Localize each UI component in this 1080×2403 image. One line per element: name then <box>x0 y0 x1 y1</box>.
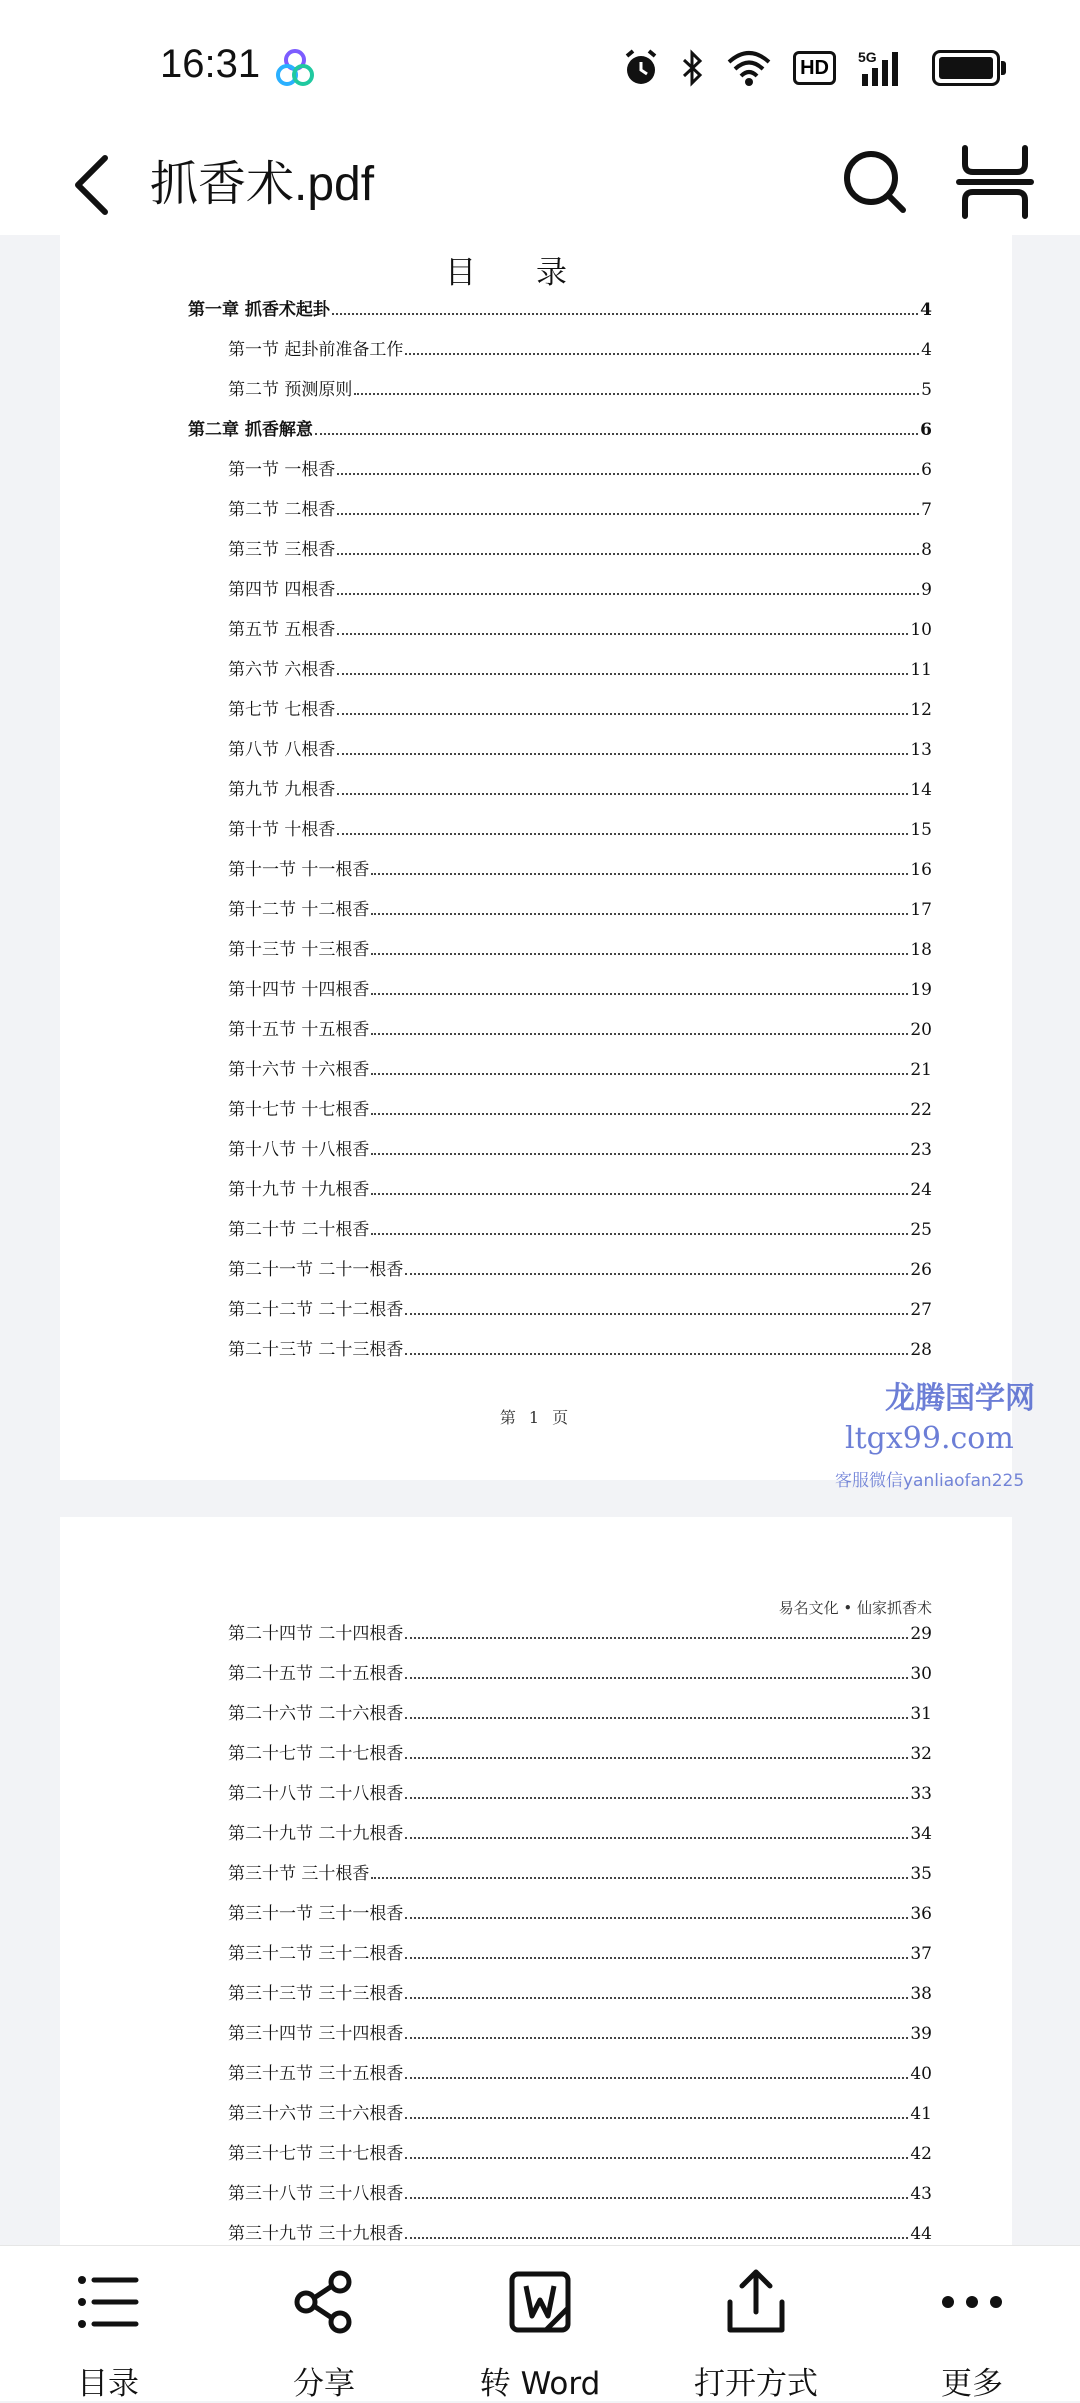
toc-entry-label: 第二十三节 二十三根香 <box>228 1340 404 1360</box>
toc-section-entry[interactable] <box>228 1694 932 1724</box>
toc-entry-label: 第八节 八根香 <box>228 740 336 760</box>
toc-section-entry[interactable] <box>228 1974 932 2004</box>
toc-entry-page: 8 <box>921 540 932 560</box>
toc-entry-label: 第二十一节 二十一根香 <box>228 1260 404 1280</box>
toc-entry-label: 第十八节 十八根香 <box>228 1140 370 1160</box>
toc-entry-label: 第一节 一根香 <box>228 460 336 480</box>
toc-section-entry[interactable] <box>228 570 932 600</box>
toc-entry-page: 4 <box>921 340 932 360</box>
toc-entry-page: 12 <box>910 700 932 720</box>
toc-chapter-entry[interactable] <box>188 410 932 440</box>
toc-leader-dots <box>371 1113 908 1115</box>
toc-leader-dots <box>405 1637 908 1639</box>
toc-entry-page: 34 <box>910 1824 932 1844</box>
toc-leader-dots <box>315 433 918 435</box>
status-icons <box>623 48 1000 88</box>
scan-icon[interactable] <box>955 142 1035 222</box>
toc-section-entry[interactable] <box>228 810 932 840</box>
toc-entry-page: 39 <box>910 2024 932 2044</box>
toc-entry-page: 33 <box>910 1784 932 1804</box>
toc-entry-label: 第二十八节 二十八根香 <box>228 1784 404 1804</box>
toc-entry-page: 14 <box>910 780 932 800</box>
toc-entry-page: 35 <box>910 1864 932 1884</box>
toc-chapter-entry[interactable] <box>188 290 932 320</box>
toc-section-entry[interactable] <box>228 1814 932 1844</box>
page-running-header: 易名文化 • 仙家抓香术 <box>778 1599 932 1617</box>
toc-entry-page: 44 <box>910 2224 932 2244</box>
toc-section-entry[interactable] <box>228 490 932 520</box>
toc-leader-dots <box>405 2117 908 2119</box>
toc-leader-dots <box>405 1677 908 1679</box>
toc-leader-dots <box>371 1877 908 1879</box>
toc-entry-page: 28 <box>910 1340 932 1360</box>
hd-badge: HD <box>793 48 836 88</box>
toc-section-entry[interactable] <box>228 2214 932 2244</box>
toc-entry-page: 11 <box>910 660 932 680</box>
toc-entry-page: 7 <box>921 500 932 520</box>
toc-section-entry[interactable] <box>228 1654 932 1684</box>
toc-section-entry[interactable] <box>228 1330 932 1360</box>
toc-entry-page: 27 <box>910 1300 932 1320</box>
toc-section-entry[interactable] <box>228 1090 932 1120</box>
toc-entry-label: 第十六节 十六根香 <box>228 1060 370 1080</box>
toc-leader-dots <box>354 393 919 395</box>
pdf-viewer[interactable] <box>0 235 1080 2245</box>
toc-entry-label: 第六节 六根香 <box>228 660 336 680</box>
toc-section-entry[interactable] <box>228 1050 932 1080</box>
share-icon <box>290 2268 358 2336</box>
toc-section-entry[interactable] <box>228 1854 932 1884</box>
toc-section-entry[interactable] <box>228 690 932 720</box>
svg-text:5G: 5G <box>858 49 877 65</box>
toc-entry-page: 9 <box>921 580 932 600</box>
toc-section-entry[interactable] <box>228 610 932 640</box>
toc-leader-dots <box>371 1033 908 1035</box>
watermark-site-name: 龙腾国学网 <box>885 1381 1035 1416</box>
toc-entry-page: 22 <box>910 1100 932 1120</box>
toc-entry-page: 25 <box>910 1220 932 1240</box>
toc-entry-label: 第十二节 十二根香 <box>228 900 370 920</box>
alarm-icon <box>623 48 659 88</box>
toc-leader-dots <box>405 1757 908 1759</box>
list-icon <box>74 2268 142 2336</box>
toc-entry-page: 41 <box>910 2104 932 2124</box>
watermark-url: ltgx99.com <box>845 1421 1014 1456</box>
toc-leader-dots <box>371 1073 908 1075</box>
toc-leader-dots <box>371 1233 908 1235</box>
toc-entry-page: 36 <box>910 1904 932 1924</box>
toc-entry-label: 第三十八节 三十八根香 <box>228 2184 404 2204</box>
page-number-footer: 第 1 页 <box>499 1408 573 1427</box>
toc-section-entry[interactable] <box>228 850 932 880</box>
toc-entry-page: 5 <box>921 380 932 400</box>
toc-entry-label: 第九节 九根香 <box>228 780 336 800</box>
toc-leader-dots <box>332 313 918 315</box>
toc-leader-dots <box>405 1997 908 1999</box>
document-title: 抓香术.pdf <box>150 158 375 211</box>
toc-entry-label: 第十一节 十一根香 <box>228 860 370 880</box>
toc-section-entry[interactable] <box>228 2014 932 2044</box>
status-time: 16:31 <box>160 42 261 86</box>
more-button-label: 更多 <box>941 2366 1003 2402</box>
toc-leader-dots <box>405 1917 908 1919</box>
toc-entry-label: 第二十二节 二十二根香 <box>228 1300 404 1320</box>
toc-entry-label: 第七节 七根香 <box>228 700 336 720</box>
toc-leader-dots <box>337 833 908 835</box>
pdf-page-1 <box>60 235 1012 1480</box>
convert-to-word-label: 转 Word <box>479 2366 601 2402</box>
toc-entry-label: 第三节 三根香 <box>228 540 336 560</box>
toc-entry-label: 第二十六节 二十六根香 <box>228 1704 404 1724</box>
app-header <box>0 130 1080 235</box>
toc-leader-dots <box>405 2037 908 2039</box>
toc-leader-dots <box>405 2077 908 2079</box>
toc-leader-dots <box>405 2157 908 2159</box>
toc-section-entry[interactable] <box>228 1210 932 1240</box>
toc-section-entry[interactable] <box>228 770 932 800</box>
toc-section-entry[interactable] <box>228 730 932 760</box>
share-button[interactable] <box>216 2246 432 2401</box>
toc-section-entry[interactable] <box>228 370 932 400</box>
toc-entry-page: 19 <box>910 980 932 1000</box>
toc-entry-label: 第十七节 十七根香 <box>228 1100 370 1120</box>
toc-button-label: 目录 <box>77 2366 139 2402</box>
toc-entry-label: 第十四节 十四根香 <box>228 980 370 1000</box>
toc-entry-label: 第三十五节 三十五根香 <box>228 2064 404 2084</box>
toc-section-entry[interactable] <box>228 890 932 920</box>
watermark-contact: 客服微信yanliaofan225 <box>835 1471 1025 1491</box>
toc-leader-dots <box>405 1797 908 1799</box>
toc-section-entry[interactable] <box>228 2174 932 2204</box>
toc-entry-label: 第十五节 十五根香 <box>228 1020 370 1040</box>
toc-leader-dots <box>405 353 919 355</box>
toc-section-entry[interactable] <box>228 930 932 960</box>
toc-section-entry[interactable] <box>228 2094 932 2124</box>
toc-entry-page: 37 <box>910 1944 932 1964</box>
toc-entry-page: 24 <box>910 1180 932 1200</box>
toc-leader-dots <box>405 2237 908 2239</box>
back-icon[interactable] <box>60 140 130 230</box>
toc-entry-page: 4 <box>920 300 932 320</box>
search-icon[interactable] <box>835 142 915 222</box>
toc-entry-label: 第五节 五根香 <box>228 620 336 640</box>
toc-entry-page: 10 <box>910 620 932 640</box>
app-notification-icon <box>275 48 315 88</box>
pdf-page-2 <box>60 1517 1012 2245</box>
toc-entry-label: 第三十一节 三十一根香 <box>228 1904 404 1924</box>
toc-entry-page: 15 <box>910 820 932 840</box>
toc-entry-page: 42 <box>910 2144 932 2164</box>
toc-entry-page: 6 <box>920 420 932 440</box>
bottom-toolbar <box>0 2245 1080 2401</box>
convert-to-word-button[interactable] <box>432 2246 648 2401</box>
toc-entry-page: 23 <box>910 1140 932 1160</box>
toc-leader-dots <box>371 993 908 995</box>
toc-entry-page: 17 <box>910 900 932 920</box>
toc-entry-page: 20 <box>910 1020 932 1040</box>
toc-leader-dots <box>337 633 908 635</box>
toc-section-entry[interactable] <box>228 1934 932 1964</box>
toc-leader-dots <box>371 873 908 875</box>
toc-entry-label: 第三十六节 三十六根香 <box>228 2104 404 2124</box>
toc-leader-dots <box>371 1153 908 1155</box>
watermark <box>835 1373 1075 1491</box>
wifi-icon <box>727 48 771 88</box>
toc-section-entry[interactable] <box>228 2054 932 2084</box>
toc-section-entry[interactable] <box>228 1130 932 1160</box>
toc-entry-label: 第四节 四根香 <box>228 580 336 600</box>
toc-entry-label: 第三十七节 三十七根香 <box>228 2144 404 2164</box>
open-with-button[interactable] <box>648 2246 864 2401</box>
toc-leader-dots <box>405 2197 908 2199</box>
toc-entry-page: 31 <box>910 1704 932 1724</box>
toc-leader-dots <box>405 1717 908 1719</box>
open-with-label: 打开方式 <box>694 2366 818 2402</box>
toc-entry-label: 第三十二节 三十二根香 <box>228 1944 404 1964</box>
toc-leader-dots <box>337 473 919 475</box>
toc-entry-label: 第三十节 三十根香 <box>228 1864 370 1884</box>
open-with-icon <box>722 2268 790 2336</box>
toc-leader-dots <box>405 1957 908 1959</box>
toc-leader-dots <box>371 953 908 955</box>
toc-entry-page: 30 <box>910 1664 932 1684</box>
more-button[interactable] <box>864 2246 1080 2401</box>
bluetooth-icon <box>681 48 705 88</box>
toc-section-entry[interactable] <box>228 1894 932 1924</box>
toc-leader-dots <box>405 1313 908 1315</box>
toc-entry-label: 第一章 抓香术起卦 <box>188 300 330 320</box>
toc-entry-label: 第二节 二根香 <box>228 500 336 520</box>
toc-section-entry[interactable] <box>228 650 932 680</box>
battery-icon <box>932 48 1000 88</box>
toc-entry-page: 21 <box>910 1060 932 1080</box>
toc-section-entry[interactable] <box>228 1774 932 1804</box>
toc-leader-dots <box>337 713 908 715</box>
toc-leader-dots <box>405 1353 908 1355</box>
toc-entry-page: 43 <box>910 2184 932 2204</box>
toc-leader-dots <box>337 593 919 595</box>
status-bar <box>0 0 1080 130</box>
toc-section-entry[interactable] <box>228 1614 932 1644</box>
toc-section-entry[interactable] <box>228 1170 932 1200</box>
toc-button[interactable] <box>0 2246 216 2401</box>
toc-entry-page: 13 <box>910 740 932 760</box>
toc-leader-dots <box>337 513 919 515</box>
toc-entry-page: 18 <box>910 940 932 960</box>
toc-title: 目录 <box>445 255 627 291</box>
toc-section-entry[interactable] <box>228 2134 932 2164</box>
toc-entry-label: 第三十四节 三十四根香 <box>228 2024 404 2044</box>
toc-entry-label: 第二十七节 二十七根香 <box>228 1744 404 1764</box>
toc-entry-page: 40 <box>910 2064 932 2084</box>
toc-section-entry[interactable] <box>228 330 932 360</box>
toc-leader-dots <box>371 1193 908 1195</box>
cellular-signal-icon <box>858 48 910 88</box>
toc-entry-label: 第一节 起卦前准备工作 <box>228 340 404 360</box>
toc-entry-label: 第二节 预测原则 <box>228 380 353 400</box>
toc-section-entry[interactable] <box>228 1734 932 1764</box>
toc-leader-dots <box>337 753 908 755</box>
toc-entry-page: 32 <box>910 1744 932 1764</box>
toc-entry-label: 第三十三节 三十三根香 <box>228 1984 404 2004</box>
toc-section-entry[interactable] <box>228 1250 932 1280</box>
toc-entry-label: 第二十四节 二十四根香 <box>228 1624 404 1644</box>
toc-entry-page: 26 <box>910 1260 932 1280</box>
toc-leader-dots <box>337 793 908 795</box>
toc-section-entry[interactable] <box>228 970 932 1000</box>
toc-section-entry[interactable] <box>228 1010 932 1040</box>
toc-leader-dots <box>371 913 908 915</box>
toc-entry-page: 29 <box>910 1624 932 1644</box>
toc-entry-label: 第三十九节 三十九根香 <box>228 2224 404 2244</box>
toc-leader-dots <box>337 553 919 555</box>
toc-entry-label: 第二十节 二十根香 <box>228 1220 370 1240</box>
toc-section-entry[interactable] <box>228 1290 932 1320</box>
toc-entry-label: 第二十五节 二十五根香 <box>228 1664 404 1684</box>
word-icon <box>506 2268 574 2336</box>
toc-entry-label: 第二章 抓香解意 <box>188 420 313 440</box>
toc-leader-dots <box>405 1837 908 1839</box>
toc-entry-label: 第十九节 十九根香 <box>228 1180 370 1200</box>
toc-entry-page: 38 <box>910 1984 932 2004</box>
toc-section-entry[interactable] <box>228 530 932 560</box>
share-button-label: 分享 <box>293 2366 355 2402</box>
toc-section-entry[interactable] <box>228 450 932 480</box>
toc-entry-page: 6 <box>921 460 932 480</box>
toc-leader-dots <box>405 1273 908 1275</box>
toc-entry-label: 第十三节 十三根香 <box>228 940 370 960</box>
toc-entry-label: 第十节 十根香 <box>228 820 336 840</box>
toc-leader-dots <box>337 673 908 675</box>
toc-entry-label: 第二十九节 二十九根香 <box>228 1824 404 1844</box>
more-icon <box>938 2268 1006 2336</box>
toc-entry-page: 16 <box>910 860 932 880</box>
